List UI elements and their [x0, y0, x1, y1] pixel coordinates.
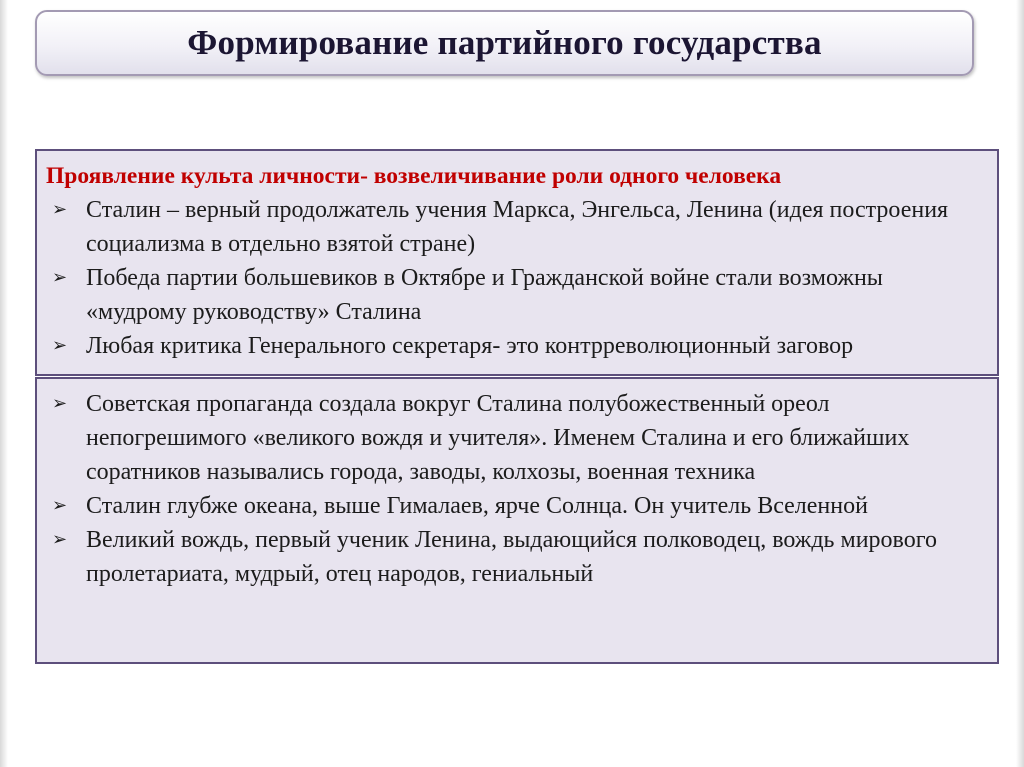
- slide-right-shadow: [1016, 0, 1024, 767]
- arrowhead-bullet-icon: ➢: [52, 495, 68, 516]
- propaganda-panel: [35, 377, 999, 664]
- arrowhead-bullet-icon: ➢: [52, 335, 68, 356]
- list-item: [46, 489, 989, 523]
- arrowhead-bullet-icon: ➢: [52, 393, 68, 414]
- bullet-list: [46, 193, 989, 363]
- bullet-text: Великий вождь, первый ученик Ленина, выдающийся полководец, вождь мирового пролетариата, мудрый, отец народов, гениальный: [86, 527, 937, 587]
- bullet-text: Советская пропаганда создала вокруг Сталина полубожественный ореол непогрешимого «великого вождя и учителя». Именем Сталина и его ближайших соратников назывались города, заводы, колхозы, военная техника: [86, 391, 910, 485]
- title-banner: [35, 10, 974, 76]
- slide-title: Формирование партийного государства: [187, 23, 822, 62]
- list-item: [46, 523, 989, 591]
- arrowhead-bullet-icon: ➢: [52, 199, 68, 220]
- bullet-text: Победа партии большевиков в Октябре и Гражданской войне стали возможны «мудрому руководству» Сталина: [86, 265, 883, 325]
- panel-heading: Проявление культа личности- возвеличивание роли одного человека: [46, 163, 782, 189]
- arrowhead-bullet-icon: ➢: [52, 529, 68, 550]
- list-item: [46, 329, 989, 363]
- bullet-text: Сталин – верный продолжатель учения Маркса, Энгельса, Ленина (идея построения социализма в отдельно взятой стране): [86, 197, 949, 257]
- list-item: [46, 261, 989, 329]
- arrowhead-bullet-icon: ➢: [52, 267, 68, 288]
- bullet-list: [46, 387, 989, 591]
- list-item: [46, 387, 989, 489]
- list-item: [46, 193, 989, 261]
- bullet-text: Любая критика Генерального секретаря- это контрреволюционный заговор: [86, 333, 854, 359]
- cult-of-personality-panel: [35, 149, 999, 376]
- slide-left-shadow: [0, 0, 8, 767]
- bullet-text: Сталин глубже океана, выше Гималаев, ярче Солнца. Он учитель Вселенной: [86, 493, 868, 519]
